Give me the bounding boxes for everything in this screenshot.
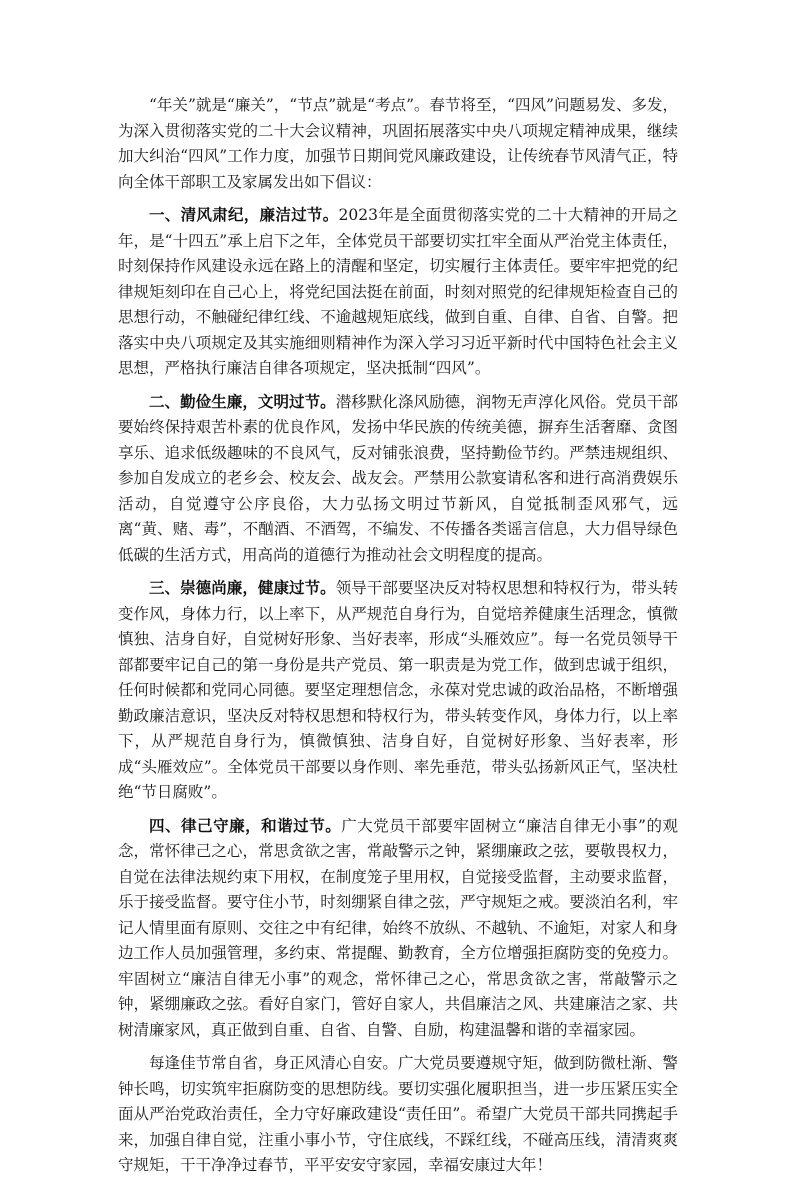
section-4-paragraph <box>118 814 678 1044</box>
section-2-body: 潜移默化涤风励德，润物无声淳化风俗。党员干部要始终保持艰苦朴素的优良作风，发扬中华民族的传统美德，摒弃生活奢靡、贪图享乐、追求低级趣味的不良风气，反对铺张浪费，坚持勤俭节约。严禁违规组织、参加自发成立的老乡会、校友会、战友会。严禁用公款宴请私客和进行高消费娱乐活动，自觉遵守公序良俗，大力弘扬文明过节新风，自觉抵制歪风邪气，远离“黄、赌、毒”，不酗酒、不酒驾，不编发、不传播各类谣言信息，大力倡导绿色低碳的生活方式，用高尚的道德行为推动社会文明程度的提高。 <box>118 392 678 564</box>
section-3-paragraph <box>118 576 678 806</box>
section-1-body: 2023年是全面贯彻落实党的二十大精神的开局之年，是“十四五”承上启下之年，全体党员干部要切实扛牢全面从严治党主体责任，时刻保持作风建设永远在路上的清醒和坚定，切实履行主体责任。要牢牢把党的纪律规矩刻印在自己心上，将党纪国法挺在前面，时刻对照党的纪律规矩检查自己的思想行动，不触碰纪律红线、不逾越规矩底线，做到自重、自律、自省、自警。把落实中央八项规定及其实施细则精神作为深入学习习近平新时代中国特色社会主义思想，严格执行廉洁自律各项规定，坚决抵制“四风”。 <box>118 206 678 377</box>
section-3-body: 领导干部要坚决反对特权思想和特权行为，带头转变作风，身体力行，以上率下，从严规范自身行为，自觉培养健康生活理念，慎微慎独、洁身自好，自觉树好形象、当好表率，形成“头雁效应”。每一名党员领导干部都要牢记自己的第一身份是共产党员、第一职责是为党工作，做到忠诚于组织，任何时候都和党同心同德。要坚定理想信念，永葆对党忠诚的政治品格，不断增强勤政廉洁意识，坚决反对特权思想和特权行为，带头转变作风，身体力行，以上率下，从严规范自身行为，慎微慎独、洁身自好，自觉树好形象、当好表率，形成“头雁效应”。全体党员干部要以身作则、率先垂范，带头弘扬新风正气，坚决杜绝“节日腐败”。 <box>118 579 678 801</box>
document-body <box>118 93 678 1187</box>
section-1-paragraph <box>118 203 678 382</box>
section-4-body: 广大党员干部要牢固树立“廉洁自律无小事”的观念，常怀律己之心，常思贪欲之害，常敲警示之钟，紧绷廉政之弦，要敬畏权力，自觉在法律法规约束下用权，在制度笼子里用权，自觉接受监督，主动要求监督，乐于接受监督。要守住小节，时刻绷紧自律之弦，严守规矩之戒。要淡泊名利，牢记人情里面有原则、交往之中有纪律，始终不放纵、不越轨、不逾矩，对家人和身边工作人员加强管理，多约束、常提醒、勤教育，全方位增强拒腐防变的免疫力。牢固树立“廉洁自律无小事”的观念，常怀律己之心，常思贪欲之害，常敲警示之钟，紧绷廉政之弦。看好自家门，管好自家人，共倡廉洁之风、共建廉洁之家、共树清廉家风，真正做到自重、自省、自警、自励，构建温馨和谐的幸福家园。 <box>118 816 678 1039</box>
section-1-heading: 一、清风肃纪，廉洁过节。 <box>149 206 339 224</box>
section-2-heading: 二、勤俭生廉，文明过节。 <box>149 392 336 411</box>
section-4-heading: 四、律己守廉，和谐过节。 <box>149 816 342 835</box>
section-3-heading: 三、崇德尚廉，健康过节。 <box>149 579 336 597</box>
intro-paragraph: “年关”就是“廉关”，“节点”就是“考点”。春节将至，“四风”问题易发、多发，为深入贯彻落实党的二十大会议精神，巩固拓展落实中央八项规定精神成果，继续加大纠治“四风”工作力度，加强节日期间党风廉政建设，让传统春节风清气正，特向全体干部职工及家属发出如下倡议： <box>118 96 678 191</box>
closing-paragraph: 每逢佳节常自省，身正风清心自安。广大党员要遵规守矩，做到防微杜渐、警钟长鸣，切实筑牢拒腐防变的思想防线。要切实强化履职担当，进一步压紧压实全面从严治党政治责任，全力守好廉政建设“责任田”。希望广大党员干部共同携起手来，加强自律自觉，注重小事小节，守住底线，不踩红线，不碰高压线，清清爽爽守规矩，干干净净过春节，平平安安守家园，幸福安康过大年！ <box>118 1054 678 1174</box>
section-2-paragraph <box>118 390 678 569</box>
